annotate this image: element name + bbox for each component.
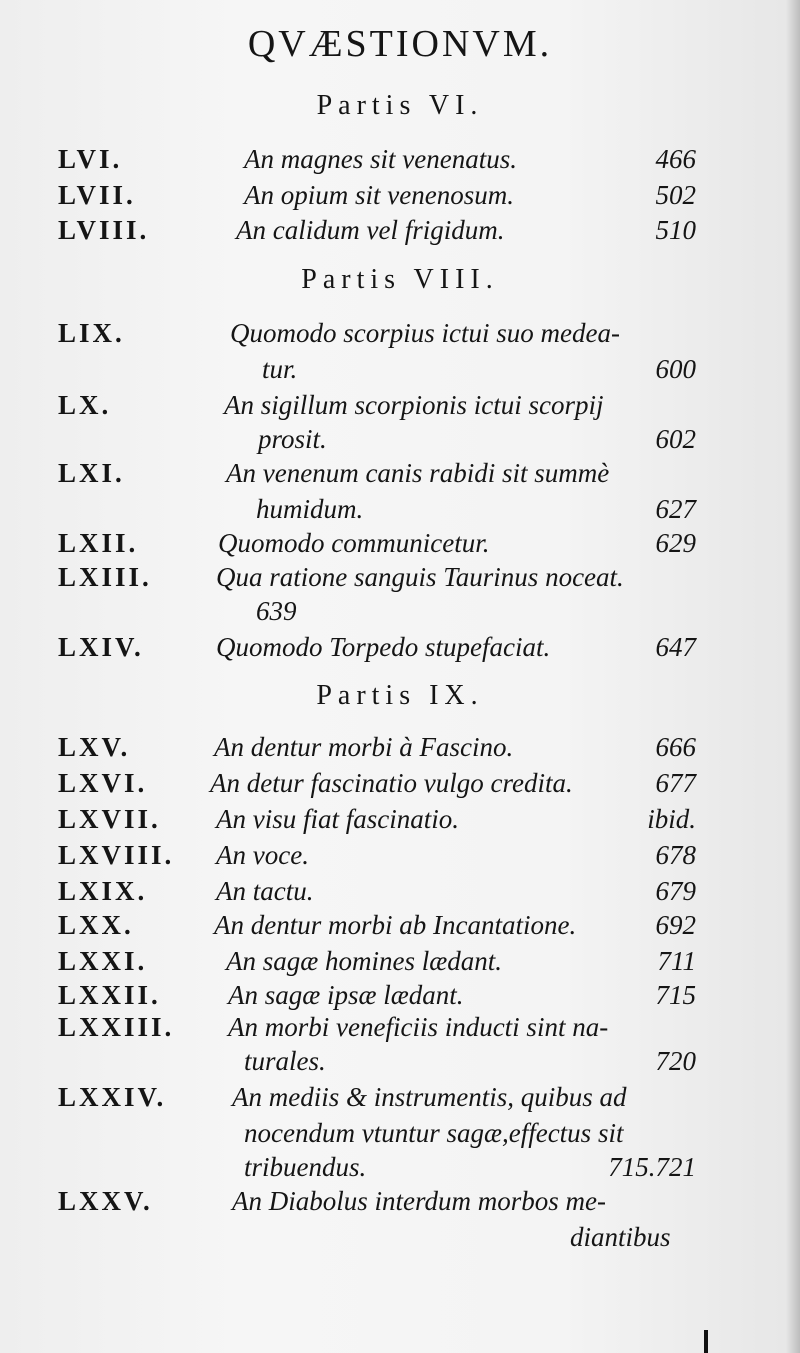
entry-text: Quomodo communicetur. <box>218 528 490 558</box>
table-row <box>0 354 800 390</box>
entry-continuation: nocendum vtuntur sagæ,effectus sit <box>244 1118 624 1148</box>
entry-text: An dentur morbi ab Incantatione. <box>214 910 577 940</box>
table-row <box>0 528 800 564</box>
entry-number: LXVIII. <box>58 840 175 870</box>
table-row <box>0 318 800 354</box>
table-row <box>0 1118 800 1154</box>
entry-number: LXVII. <box>58 804 161 834</box>
table-row <box>0 946 800 982</box>
table-row <box>0 768 800 804</box>
entry-page: 510 <box>655 215 696 245</box>
table-row <box>0 840 800 876</box>
table-row <box>0 1046 800 1082</box>
table-row <box>0 1012 800 1048</box>
entry-page: 677 <box>655 768 696 798</box>
entry-number: LXIX. <box>58 876 148 906</box>
table-row <box>0 144 800 180</box>
entry-continuation: tur. <box>262 354 298 384</box>
entry-continuation: tribuendus. <box>244 1152 367 1182</box>
entry-number: LXVI. <box>58 768 148 798</box>
entry-page: 627 <box>655 494 696 524</box>
page-title: QVÆSTIONVM. <box>247 23 553 65</box>
entry-number: LVIII. <box>58 215 150 245</box>
table-row <box>0 215 800 251</box>
entry-number: LIX. <box>58 318 125 348</box>
entry-text: An mediis & instrumentis, quibus ad <box>232 1082 627 1112</box>
entry-number: LXIV. <box>58 632 144 662</box>
entry-continuation: diantibus <box>570 1222 671 1252</box>
table-row <box>0 596 800 632</box>
entry-page-continuation: 639 <box>256 596 297 626</box>
entry-number: LXXIII. <box>58 1012 175 1042</box>
entry-number: LXXV. <box>58 1186 153 1216</box>
entry-page: 678 <box>655 840 696 870</box>
section-heading-partis-viii: Partis VIII. <box>301 264 499 295</box>
entry-page: 711 <box>657 946 696 976</box>
entry-text: An voce. <box>216 840 309 870</box>
entry-continuation: humidum. <box>256 494 364 524</box>
table-row <box>0 732 800 768</box>
entry-text: Quomodo scorpius ictui suo medea- <box>230 318 620 348</box>
entry-page: 666 <box>655 732 696 762</box>
entry-page: ibid. <box>647 804 696 834</box>
entry-number: LXII. <box>58 528 139 558</box>
table-row <box>0 458 800 494</box>
entry-number: LVII. <box>58 180 136 210</box>
entry-page: 679 <box>655 876 696 906</box>
entry-number: LXI. <box>58 458 125 488</box>
entry-text: An magnes sit venenatus. <box>244 144 517 174</box>
entry-continuation: prosit. <box>258 424 327 454</box>
table-row <box>0 804 800 840</box>
section-heading-partis-vi: Partis VI. <box>316 90 484 121</box>
entry-number: LVI. <box>58 144 123 174</box>
entry-page: 715.721 <box>608 1152 696 1182</box>
entry-text: Qua ratione sanguis Taurinus noceat. <box>216 562 624 592</box>
table-row <box>0 180 800 216</box>
table-row <box>0 1222 800 1258</box>
table-row <box>0 1082 800 1118</box>
entry-number: LXXI. <box>58 946 148 976</box>
entry-text: An venenum canis rabidi sit summè <box>226 458 610 488</box>
table-row <box>0 1152 800 1188</box>
entry-text: An calidum vel frigidum. <box>236 215 505 245</box>
table-row <box>0 980 800 1016</box>
table-row <box>0 390 800 426</box>
entry-number: LXIII. <box>58 562 152 592</box>
entry-number: LXXII. <box>58 980 161 1010</box>
entry-page: 502 <box>655 180 696 210</box>
entry-text: An sigillum scorpionis ictui scorpij <box>224 390 604 420</box>
table-row <box>0 632 800 668</box>
entry-text: An visu fiat fascinatio. <box>216 804 459 834</box>
entry-text: An morbi veneficiis inducti sint na- <box>228 1012 609 1042</box>
entry-page: 720 <box>655 1046 696 1076</box>
entry-page: 602 <box>655 424 696 454</box>
table-row <box>0 910 800 946</box>
table-row <box>0 494 800 530</box>
entry-number: LX. <box>58 390 112 420</box>
entry-page: 600 <box>655 354 696 384</box>
binding-mark <box>704 1330 708 1353</box>
entry-text: An sagæ ipsæ lædant. <box>228 980 464 1010</box>
entry-page: 647 <box>655 632 696 662</box>
table-row <box>0 876 800 912</box>
entry-number: LXX. <box>58 910 134 940</box>
entry-text: An Diabolus interdum morbos me- <box>232 1186 606 1216</box>
entry-page: 629 <box>655 528 696 558</box>
entry-text: Quomodo Torpedo stupefaciat. <box>216 632 551 662</box>
entry-page: 715 <box>655 980 696 1010</box>
entry-page: 466 <box>655 144 696 174</box>
entry-number: LXV. <box>58 732 131 762</box>
entry-text: An detur fascinatio vulgo credita. <box>210 768 573 798</box>
entry-number: LXXIV. <box>58 1082 167 1112</box>
entry-text: An tactu. <box>216 876 314 906</box>
section-heading-partis-ix: Partis IX. <box>316 680 484 711</box>
entry-text: An opium sit venenosum. <box>244 180 514 210</box>
entry-page: 692 <box>655 910 696 940</box>
entry-text: An sagæ homines lædant. <box>226 946 503 976</box>
table-row <box>0 1186 800 1222</box>
table-row <box>0 562 800 598</box>
entry-continuation: turales. <box>244 1046 326 1076</box>
entry-text: An dentur morbi à Fascino. <box>214 732 514 762</box>
table-row <box>0 424 800 460</box>
